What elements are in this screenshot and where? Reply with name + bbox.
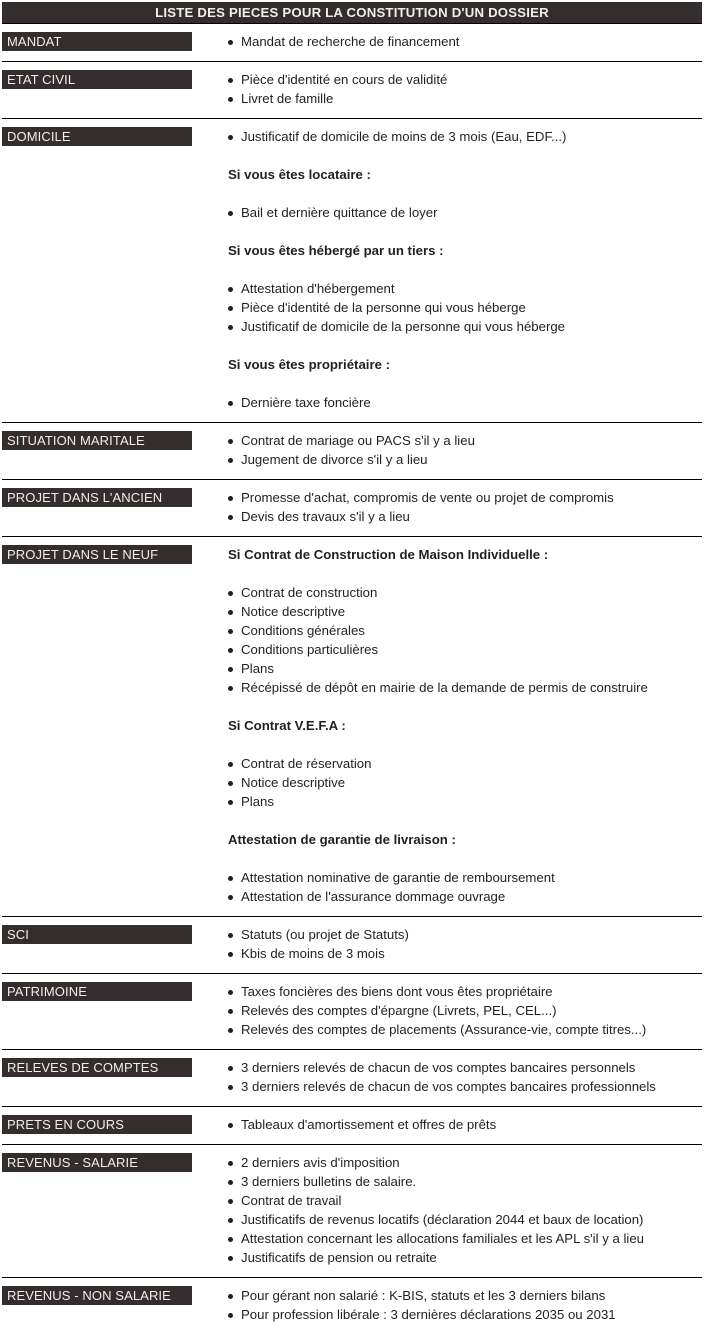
checklist-item-label: Pour profession libérale : 3 dernières déclarations 2035 ou 2031 <box>241 1307 616 1322</box>
section-label-text: PATRIMOINE <box>7 984 87 999</box>
checklist-item-label: Conditions particulières <box>241 642 379 657</box>
bullet-icon <box>228 78 233 83</box>
bullet-icon <box>228 287 233 292</box>
section-content-column <box>192 545 702 916</box>
content-block <box>228 545 702 697</box>
checklist-item-label: Kbis de moins de 3 mois <box>241 946 385 961</box>
checklist-item <box>228 1058 702 1077</box>
document-section <box>2 118 702 422</box>
bullet-icon <box>228 401 233 406</box>
bullet-icon <box>228 1028 233 1033</box>
spacer <box>228 735 702 754</box>
page-title: LISTE DES PIECES POUR LA CONSTITUTION D'UN DOSSIER <box>155 4 549 20</box>
content-block <box>228 241 702 336</box>
document-section <box>2 479 702 536</box>
document-section <box>2 23 702 61</box>
content-block <box>228 982 702 1039</box>
content-block <box>228 925 702 963</box>
bullet-icon <box>228 1009 233 1014</box>
checklist-item <box>228 925 702 944</box>
document-section <box>2 973 702 1049</box>
checklist-item <box>228 1248 702 1267</box>
section-label-column <box>2 70 192 89</box>
block-subheading: Si vous êtes hébergé par un tiers : <box>228 243 444 258</box>
section-label-text: PROJET DANS LE NEUF <box>7 547 159 562</box>
checklist-item-label: Contrat de mariage ou PACS s'il y a lieu <box>241 433 475 448</box>
checklist-item-label: Justificatif de domicile de moins de 3 mois (Eau, EDF...) <box>241 129 567 144</box>
section-label-column <box>2 982 192 1001</box>
spacer <box>228 184 702 203</box>
section-divider <box>2 61 702 62</box>
document-section <box>2 1144 702 1277</box>
section-label-column <box>2 545 192 564</box>
bullet-icon <box>228 325 233 330</box>
section-divider <box>2 479 702 480</box>
content-block <box>228 1153 702 1267</box>
section-divider <box>2 1106 702 1107</box>
section-label-column <box>2 431 192 450</box>
section-label-text: PRETS EN COURS <box>7 1117 124 1132</box>
section-label-text: MANDAT <box>7 34 62 49</box>
section-label-column <box>2 1286 192 1305</box>
checklist-item-label: Attestation d'hébergement <box>241 281 395 296</box>
bullet-icon <box>228 1066 233 1071</box>
bullet-icon <box>228 1256 233 1261</box>
checklist-item <box>228 1210 702 1229</box>
section-label-text: RELEVES DE COMPTES <box>7 1060 159 1075</box>
block-subheading: Si Contrat V.E.F.A : <box>228 718 346 733</box>
document-section <box>2 1106 702 1144</box>
bullet-icon <box>228 648 233 653</box>
checklist-item-label: Taxes foncières des biens dont vous êtes propriétaire <box>241 984 553 999</box>
section-content-column <box>192 70 702 118</box>
block-subheading: Attestation de garantie de livraison : <box>228 832 456 847</box>
checklist-item-label: Plans <box>241 794 274 809</box>
block-list <box>228 70 702 108</box>
section-label-text: DOMICILE <box>7 129 71 144</box>
checklist-item <box>228 773 702 792</box>
section-divider <box>2 1144 702 1145</box>
bullet-icon <box>228 1161 233 1166</box>
section-label-bar <box>2 545 192 564</box>
document-section <box>2 536 702 916</box>
bullet-icon <box>228 1237 233 1242</box>
document-page <box>0 2 704 1334</box>
checklist-item-label: 2 derniers avis d'imposition <box>241 1155 400 1170</box>
section-label-column <box>2 1115 192 1134</box>
section-content-column <box>192 1286 702 1334</box>
content-block <box>228 32 702 51</box>
sections-container <box>0 23 704 1334</box>
checklist-item <box>228 621 702 640</box>
bullet-icon <box>228 1199 233 1204</box>
checklist-item-label: Notice descriptive <box>241 604 346 619</box>
checklist-item <box>228 89 702 108</box>
checklist-item-label: 3 derniers relevés de chacun de vos comptes bancaires personnels <box>241 1060 636 1075</box>
section-label-bar <box>2 1115 192 1134</box>
checklist-item <box>228 298 702 317</box>
spacer <box>228 260 702 279</box>
checklist-item <box>228 203 702 222</box>
section-label-bar <box>2 127 192 146</box>
block-list <box>228 127 702 412</box>
block-list <box>228 1058 702 1096</box>
checklist-item <box>228 868 702 887</box>
content-block <box>228 127 702 146</box>
document-section <box>2 916 702 973</box>
checklist-item-label: Récépissé de dépôt en mairie de la demande de permis de construire <box>241 680 648 695</box>
bullet-icon <box>228 629 233 634</box>
document-section <box>2 422 702 479</box>
bullet-icon <box>228 439 233 444</box>
checklist-item <box>228 1153 702 1172</box>
content-block <box>228 1058 702 1096</box>
bullet-icon <box>228 591 233 596</box>
section-label-text: ETAT CIVIL <box>7 72 76 87</box>
checklist-item <box>228 659 702 678</box>
bullet-icon <box>228 952 233 957</box>
section-label-column <box>2 127 192 146</box>
checklist-item <box>228 32 702 51</box>
section-label-text: SCI <box>7 927 29 942</box>
bullet-icon <box>228 800 233 805</box>
checklist-item <box>228 317 702 336</box>
checklist-item <box>228 279 702 298</box>
checklist-item-label: Mandat de recherche de financement <box>241 34 460 49</box>
checklist-item <box>228 887 702 906</box>
section-label-text: PROJET DANS L'ANCIEN <box>7 490 163 505</box>
checklist-item <box>228 1077 702 1096</box>
checklist-item <box>228 1229 702 1248</box>
checklist-item <box>228 602 702 621</box>
bullet-icon <box>228 990 233 995</box>
section-divider <box>2 118 702 119</box>
checklist-item-label: Contrat de réservation <box>241 756 372 771</box>
block-subheading: Si vous êtes propriétaire : <box>228 357 390 372</box>
checklist-item-label: Notice descriptive <box>241 775 346 790</box>
section-inner <box>2 488 702 536</box>
section-label-bar <box>2 925 192 944</box>
checklist-item-label: Pour gérant non salarié : K-BIS, statuts et les 3 derniers bilans <box>241 1288 606 1303</box>
checklist-item <box>228 678 702 697</box>
bullet-icon <box>228 458 233 463</box>
spacer <box>228 564 702 583</box>
checklist-item-label: Justificatif de domicile de la personne qui vous héberge <box>241 319 566 334</box>
block-list <box>228 488 702 526</box>
bullet-icon <box>228 515 233 520</box>
checklist-item <box>228 431 702 450</box>
checklist-item <box>228 1115 702 1134</box>
content-block <box>228 1115 702 1134</box>
bullet-icon <box>228 1313 233 1318</box>
bullet-icon <box>228 211 233 216</box>
section-label-text: SITUATION MARITALE <box>7 433 145 448</box>
checklist-item <box>228 393 702 412</box>
section-content-column <box>192 925 702 973</box>
content-block <box>228 165 702 222</box>
checklist-item-label: Conditions générales <box>241 623 365 638</box>
section-divider <box>2 536 702 537</box>
section-label-column <box>2 32 192 51</box>
section-content-column <box>192 1058 702 1106</box>
section-divider <box>2 916 702 917</box>
bullet-icon <box>228 762 233 767</box>
block-list <box>228 982 702 1039</box>
section-content-column <box>192 431 702 479</box>
block-list <box>228 1115 702 1134</box>
content-block <box>228 355 702 412</box>
checklist-item-label: Pièce d'identité en cours de validité <box>241 72 448 87</box>
section-label-bar <box>2 1286 192 1305</box>
section-inner <box>2 1058 702 1106</box>
section-inner <box>2 545 702 916</box>
checklist-item-label: 3 derniers bulletins de salaire. <box>241 1174 417 1189</box>
checklist-item <box>228 1191 702 1210</box>
checklist-item <box>228 982 702 1001</box>
bullet-icon <box>228 1294 233 1299</box>
checklist-item-label: Tableaux d'amortissement et offres de prêts <box>241 1117 497 1132</box>
bullet-icon <box>228 781 233 786</box>
checklist-item <box>228 450 702 469</box>
checklist-item-label: Pièce d'identité de la personne qui vous héberge <box>241 300 526 315</box>
checklist-item-label: Contrat de travail <box>241 1193 342 1208</box>
checklist-item-label: Promesse d'achat, compromis de vente ou projet de compromis <box>241 490 614 505</box>
block-list <box>228 1286 702 1324</box>
content-block <box>228 830 702 906</box>
checklist-item-label: Bail et dernière quittance de loyer <box>241 205 438 220</box>
document-title-banner <box>2 2 702 23</box>
block-subheading: Si vous êtes locataire : <box>228 167 371 182</box>
bullet-icon <box>228 686 233 691</box>
content-block <box>228 716 702 811</box>
section-divider <box>2 1277 702 1278</box>
section-divider <box>2 23 702 24</box>
block-list <box>228 1153 702 1267</box>
bullet-icon <box>228 1180 233 1185</box>
checklist-item-label: Attestation nominative de garantie de remboursement <box>241 870 555 885</box>
bullet-icon <box>228 667 233 672</box>
section-content-column <box>192 127 702 422</box>
section-label-bar <box>2 431 192 450</box>
document-section <box>2 1277 702 1334</box>
bullet-icon <box>228 496 233 501</box>
section-label-column <box>2 925 192 944</box>
section-content-column <box>192 1115 702 1144</box>
checklist-item <box>228 127 702 146</box>
checklist-item <box>228 1172 702 1191</box>
content-block <box>228 70 702 108</box>
content-block <box>228 1286 702 1324</box>
checklist-item-label: Devis des travaux s'il y a lieu <box>241 509 410 524</box>
bullet-icon <box>228 933 233 938</box>
spacer <box>228 374 702 393</box>
section-label-bar <box>2 70 192 89</box>
checklist-item-label: Attestation de l'assurance dommage ouvrage <box>241 889 506 904</box>
section-label-bar <box>2 32 192 51</box>
bullet-icon <box>228 876 233 881</box>
checklist-item <box>228 583 702 602</box>
bullet-icon <box>228 895 233 900</box>
section-inner <box>2 925 702 973</box>
document-section <box>2 61 702 118</box>
checklist-item-label: Contrat de construction <box>241 585 378 600</box>
section-label-text: REVENUS - SALARIE <box>7 1155 139 1170</box>
spacer <box>228 849 702 868</box>
bullet-icon <box>228 610 233 615</box>
section-label-text: REVENUS - NON SALARIE <box>7 1288 171 1303</box>
section-content-column <box>192 982 702 1049</box>
bullet-icon <box>228 135 233 140</box>
checklist-item <box>228 488 702 507</box>
section-label-bar <box>2 1153 192 1172</box>
checklist-item <box>228 640 702 659</box>
section-content-column <box>192 32 702 61</box>
section-inner <box>2 431 702 479</box>
block-list <box>228 925 702 963</box>
section-inner <box>2 982 702 1049</box>
section-inner <box>2 70 702 118</box>
block-list <box>228 32 702 51</box>
section-inner <box>2 32 702 61</box>
block-list <box>228 431 702 469</box>
checklist-item <box>228 1001 702 1020</box>
section-divider <box>2 422 702 423</box>
section-divider <box>2 1049 702 1050</box>
checklist-item <box>228 70 702 89</box>
checklist-item-label: Livret de famille <box>241 91 334 106</box>
section-inner <box>2 127 702 422</box>
section-label-bar <box>2 488 192 507</box>
bullet-icon <box>228 97 233 102</box>
checklist-item <box>228 1020 702 1039</box>
block-subheading: Si Contrat de Construction de Maison Individuelle : <box>228 547 549 562</box>
checklist-item-label: Justificatifs de revenus locatifs (déclaration 2044 et baux de location) <box>241 1212 644 1227</box>
checklist-item-label: Attestation concernant les allocations familiales et les APL s'il y a lieu <box>241 1231 644 1246</box>
checklist-item-label: Justificatifs de pension ou retraite <box>241 1250 437 1265</box>
checklist-item-label: 3 derniers relevés de chacun de vos comptes bancaires professionnels <box>241 1079 656 1094</box>
document-section <box>2 1049 702 1106</box>
bullet-icon <box>228 1218 233 1223</box>
section-label-column <box>2 488 192 507</box>
section-content-column <box>192 488 702 536</box>
bullet-icon <box>228 40 233 45</box>
checklist-item-label: Relevés des comptes d'épargne (Livrets, PEL, CEL...) <box>241 1003 557 1018</box>
checklist-item <box>228 1305 702 1324</box>
checklist-item-label: Jugement de divorce s'il y a lieu <box>241 452 428 467</box>
content-block <box>228 431 702 469</box>
checklist-item-label: Plans <box>241 661 274 676</box>
checklist-item <box>228 944 702 963</box>
content-block <box>228 488 702 526</box>
checklist-item <box>228 754 702 773</box>
section-inner <box>2 1153 702 1277</box>
section-label-column <box>2 1153 192 1172</box>
section-inner <box>2 1115 702 1144</box>
checklist-item-label: Relevés des comptes de placements (Assurance-vie, compte titres...) <box>241 1022 647 1037</box>
section-content-column <box>192 1153 702 1277</box>
checklist-item-label: Dernière taxe foncière <box>241 395 371 410</box>
section-label-column <box>2 1058 192 1077</box>
checklist-item <box>228 507 702 526</box>
section-inner <box>2 1286 702 1334</box>
section-label-bar <box>2 982 192 1001</box>
checklist-item-label: Statuts (ou projet de Statuts) <box>241 927 409 942</box>
bullet-icon <box>228 1085 233 1090</box>
bullet-icon <box>228 306 233 311</box>
bullet-icon <box>228 1123 233 1128</box>
checklist-item <box>228 792 702 811</box>
block-list <box>228 545 702 906</box>
section-divider <box>2 973 702 974</box>
checklist-item <box>228 1286 702 1305</box>
section-label-bar <box>2 1058 192 1077</box>
